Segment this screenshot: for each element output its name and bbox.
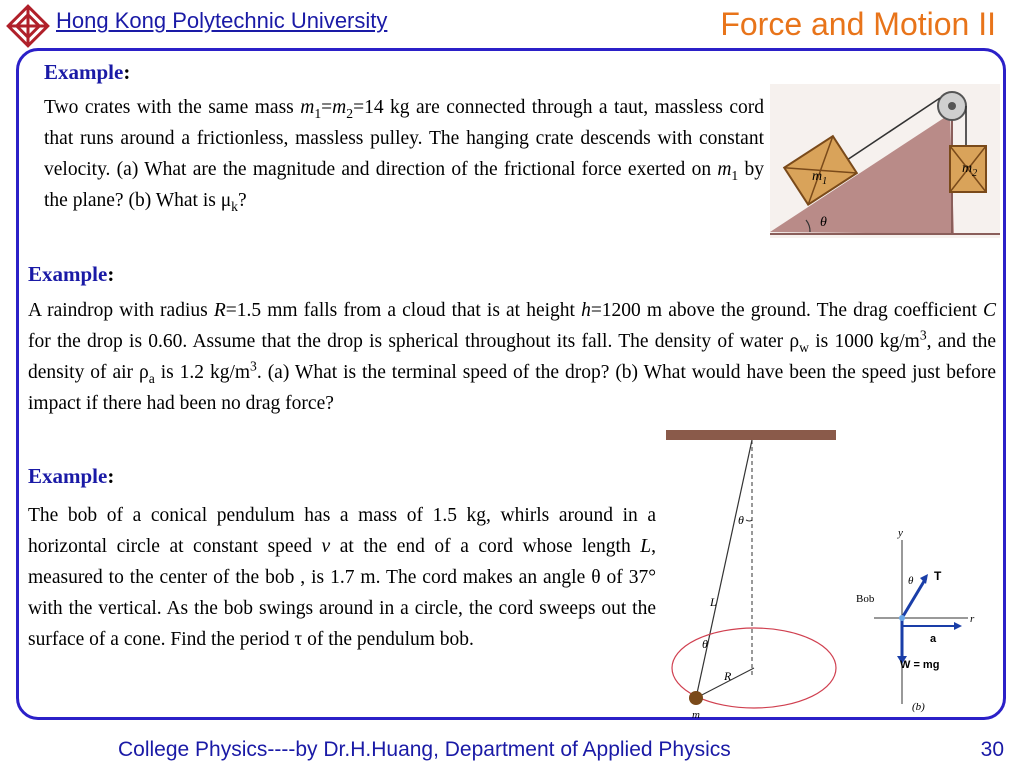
label-T: T xyxy=(934,569,942,583)
free-body-diagram xyxy=(850,524,990,720)
label-r: r xyxy=(970,613,975,625)
label-theta: θ xyxy=(820,215,827,230)
pulley-axle xyxy=(948,102,956,110)
example-text-2: A raindrop with radius R=1.5 mm falls from a cloud that is at height h=1200 m above the ground. The drag coefficient C for the drop is 0.60. Assume that the drop is spherical throughout its fall. The density of water $\rho_w$ is 1000 $kg/m^3$, and the density of air $\rho_a$ is 1.2 $kg/m^3$. (a) What is the terminal speed of the drop? (b) What would have been the speed just before impact if there had been no drag force? xyxy=(28,300,997,414)
label-caption: (b) xyxy=(912,701,925,713)
label-m1: $m_1$ xyxy=(812,169,828,187)
label-R: R xyxy=(724,669,732,683)
example-text-1: Two crates with the same mass $m_1=m_2=14$ kg are connected through a taut, massless cord that runs around a frictionless, massless pulley. The hanging crate descends with constant velocity. (a) What are the magnitude and direction of the frictional force exerted on $m_1$ by the plane? (b) What is $\mu_k$? xyxy=(44,97,765,214)
label-a: a xyxy=(930,633,937,645)
label-y: y xyxy=(898,527,903,539)
conical-pendulum-figure xyxy=(662,428,842,722)
polyu-logo-icon xyxy=(4,2,52,50)
page-number: 30 xyxy=(980,738,1004,761)
example-heading-1: Example: xyxy=(44,60,131,84)
incline-pulley-figure xyxy=(770,84,1000,238)
label-m: m xyxy=(692,709,700,721)
ceiling-bar xyxy=(666,430,836,440)
label-L: L xyxy=(710,595,717,609)
example-heading-3: Example: xyxy=(28,464,115,488)
slide-title: Force and Motion II xyxy=(720,6,996,42)
example-heading-2: Example: xyxy=(28,262,115,286)
label-theta-fbd: θ xyxy=(908,575,914,587)
tension-vector xyxy=(902,578,926,618)
theta-arc-top xyxy=(746,520,752,521)
footer-text: College Physics----by Dr.H.Huang, Department of Applied Physics xyxy=(118,738,731,761)
label-m2: $m_2$ xyxy=(962,161,978,179)
example-text-3: The bob of a conical pendulum has a mass of 1.5 kg, whirls around in a horizontal circle at constant speed v at the end of a cord whose length L, measured to the center of the bob , is 1.7 m. The cord makes an angle θ of 37° with the vertical. As the bob swings around in a circle, the cord sweeps out the surface of a cone. Find the period τ of the pendulum bob. xyxy=(28,505,656,650)
label-theta-bottom: θ xyxy=(702,637,708,651)
label-theta-top: θ xyxy=(738,513,744,527)
university-link[interactable]: Hong Kong Polytechnic University xyxy=(56,8,388,33)
pendulum-bob xyxy=(689,691,703,705)
label-W: W = mg xyxy=(900,659,940,671)
label-bob: Bob xyxy=(856,593,875,605)
pendulum-cord xyxy=(696,440,752,698)
bob-point xyxy=(899,615,905,621)
acceleration-arrowhead xyxy=(954,622,962,630)
